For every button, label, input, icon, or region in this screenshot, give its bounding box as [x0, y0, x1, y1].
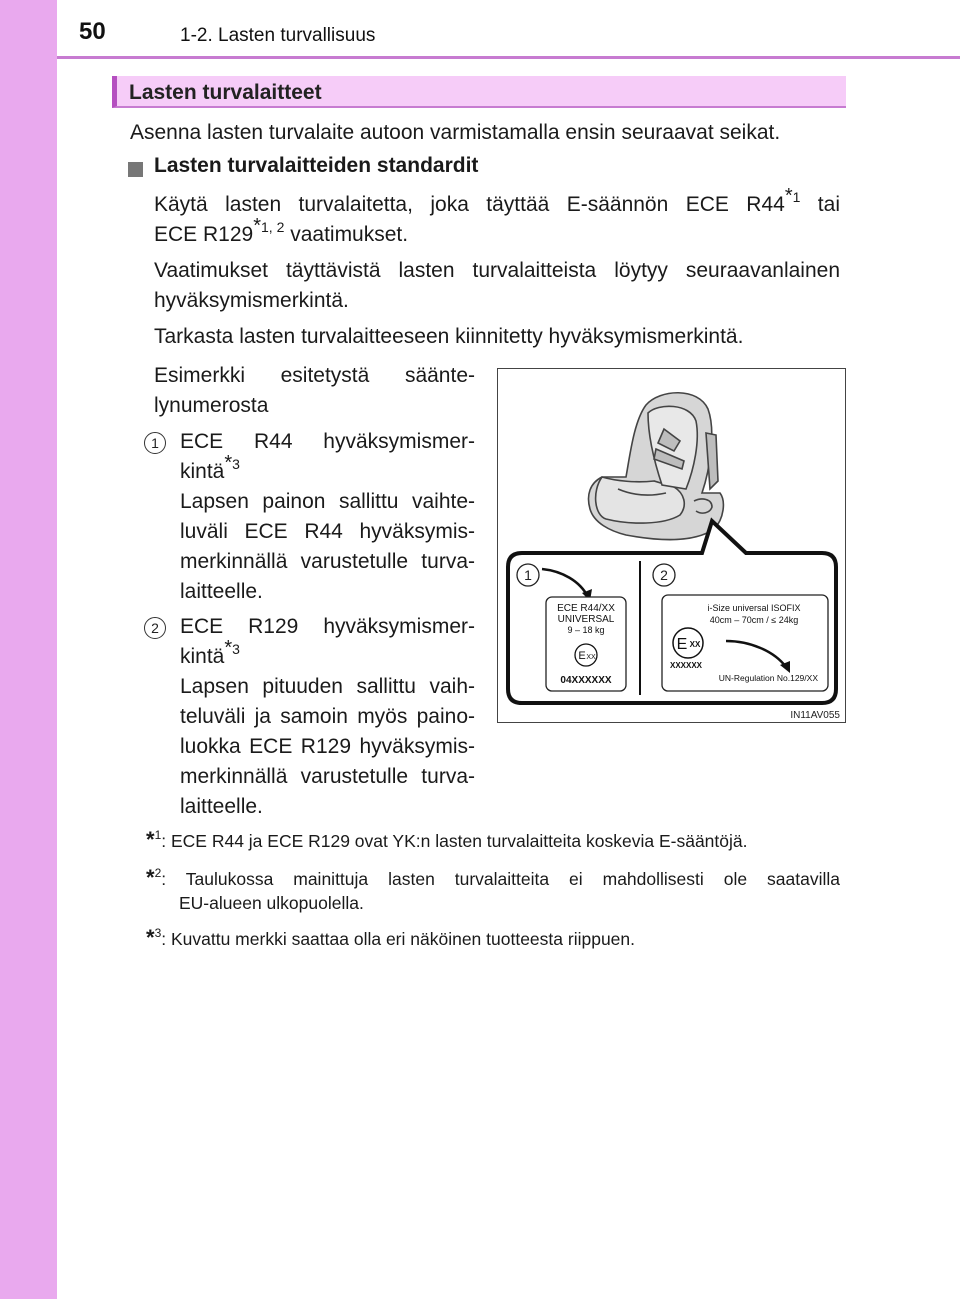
item2-title-line1: ECE R129 hyväksymismer- — [180, 615, 475, 638]
child-seat-label-figure — [497, 368, 846, 723]
label2-regulation: UN-Regulation No.129/XX — [718, 673, 818, 683]
label2-line1: i-Size universal ISOFIX — [707, 603, 801, 613]
example-line2: lynumerosta — [154, 394, 269, 417]
callout-1: 1 — [524, 567, 532, 583]
item2-desc-line4: merkinnällä varustetulle turva- — [180, 765, 475, 788]
label2-emark: E — [676, 636, 688, 653]
para3-text: Tarkasta lasten turvalaitteeseen kiinnitetty hyväksymismerkintä. — [154, 325, 744, 348]
item1-title-line2: kintä$^{*3}$ — [180, 452, 240, 483]
footnote-2: *$^2$: Taulukossa mainittuja lasten turvalaitteita ei mahdollisesti ole saatavilla EU-alueen ulkopuolella. — [146, 865, 840, 913]
label1-emark-sub: XX — [586, 654, 596, 661]
square-bullet-icon — [128, 162, 143, 177]
label2-emark-sub: XX — [689, 640, 701, 649]
section-heading-bar — [112, 76, 846, 108]
footnote-3: *$^3$: Kuvattu merkki saattaa olla eri näköinen tuotteesta riippuen. — [146, 925, 635, 950]
footnote-1: *$^1$: ECE R44 ja ECE R129 ovat YK:n lasten turvalaitteita koskevia E-sääntöjä. — [146, 827, 748, 852]
item2-desc-line3: luokka ECE R129 hyväksymis- — [180, 735, 475, 758]
label2-line2: 40cm – 70cm / ≤ 24kg — [709, 615, 799, 625]
page-header — [57, 0, 960, 58]
item-number-1: 1 — [144, 432, 166, 454]
page-number: 50 — [79, 18, 106, 45]
label1-emark: E — [578, 650, 586, 662]
callout-2: 2 — [660, 567, 668, 583]
intro-text: Asenna lasten turvalaite autoon varmistamalla ensin seuraavat seikat. — [130, 121, 781, 144]
para1-line1: Käytä lasten turvalaitetta, joka täyttää E-säännön ECE R44$^{*1}$ tai — [154, 185, 840, 216]
item2-desc-line2: teluväli ja samoin myös paino- — [180, 705, 475, 728]
item2-title-line2: kintä$^{*3}$ — [180, 637, 240, 668]
item1-desc-line2: luväli ECE R44 hyväksymis- — [180, 520, 475, 543]
label2-number: XXXXXX — [670, 661, 703, 670]
label1-line3: 9 – 18 kg — [567, 625, 605, 635]
label1-line1: ECE R44/XX — [557, 603, 615, 614]
label1-line2: UNIVERSAL — [557, 614, 615, 625]
label1-number: 04XXXXXX — [560, 675, 612, 686]
para2-line2: hyväksymismerkintä. — [154, 289, 349, 312]
child-seat-illustration — [589, 393, 724, 540]
item2-desc-line1: Lapsen pituuden sallittu vaih- — [180, 675, 475, 698]
item1-desc-line1: Lapsen painon sallittu vaihte- — [180, 490, 475, 513]
chapter-title: 1-2. Lasten turvallisuus — [180, 25, 376, 46]
example-line1: Esimerkki esitetystä säänte- — [154, 364, 475, 387]
item2-desc-line5: laitteelle. — [180, 795, 263, 818]
item1-title-line1: ECE R44 hyväksymismer- — [180, 430, 475, 453]
item1-desc-line3: merkinnällä varustetulle turva- — [180, 550, 475, 573]
item-number-2: 2 — [144, 617, 166, 639]
para1-line2: ECE R129$^{*1, 2}$ vaatimukset. — [154, 215, 409, 246]
item1-desc-line4: laitteelle. — [180, 580, 263, 603]
chapter-sidebar-tab — [0, 0, 57, 1299]
para2-line1: Vaatimukset täyttävistä lasten turvalaitteista löytyy seuraavanlainen — [154, 259, 840, 282]
section-title: Lasten turvalaitteet — [129, 81, 322, 104]
subsection-title: Lasten turvalaitteiden standardit — [154, 154, 479, 177]
figure-code: IN11AV055 — [790, 710, 840, 721]
header-divider — [57, 56, 960, 59]
